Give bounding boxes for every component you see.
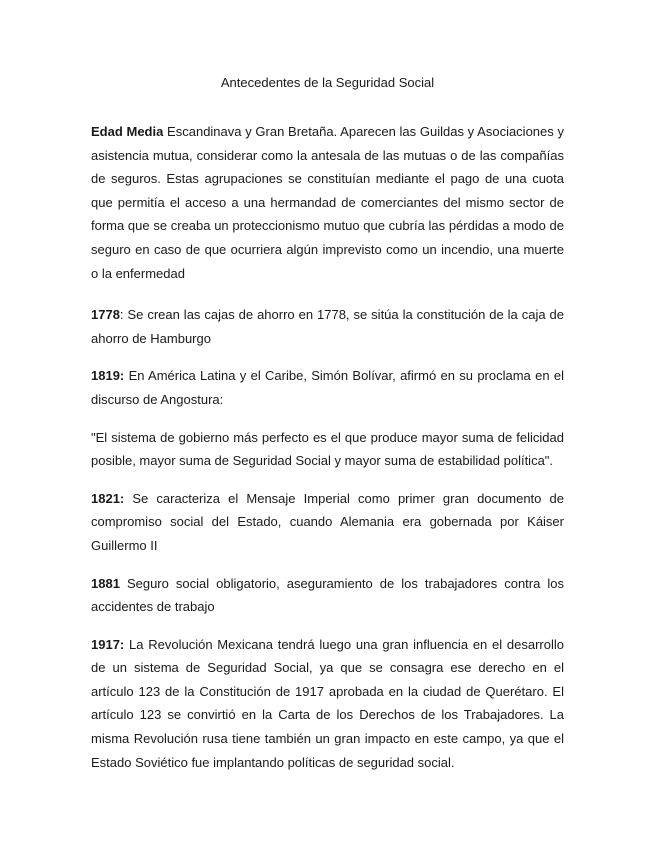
paragraph-lead: Edad Media <box>91 124 164 139</box>
paragraph-text: Seguro social obligatorio, aseguramiento de los trabajadores contra los accidentes de trabajo <box>91 575 564 615</box>
paragraph-bolivar-quote <box>91 426 564 473</box>
paragraph-1819 <box>91 364 564 411</box>
paragraph-lead: 1819: <box>91 368 125 384</box>
paragraph-text: Escandinava y Gran Bretaña. Aparecen las Guildas y Asociaciones y asistencia mutua, considerar como la antesala de las mutuas o de las compañías de seguros. Estas agrupaciones se constituían mediante el pago de una cuota que permitía el acceso a una hermandad de comerciantes del mismo sector de forma que se creaba un proteccionismo mutuo que cubría las pérdidas a modo de seguro en caso de que ocurriera algún imprevisto como un incendio, una muerte o la enfermedad <box>91 124 564 281</box>
quote-text: "El sistema de gobierno más perfecto es el que produce mayor suma de felicidad posible, mayor suma de Seguridad Social y mayor suma de estabilidad política". <box>91 429 564 469</box>
paragraph-lead: 1917: <box>91 636 125 652</box>
paragraph-1881 <box>91 572 564 619</box>
paragraph-lead: 1778 <box>91 307 120 323</box>
paragraph-edad-media <box>91 120 564 285</box>
paragraph-lead: 1821: <box>91 490 125 506</box>
paragraph-1821 <box>91 487 564 558</box>
paragraph-text: La Revolución Mexicana tendrá luego una gran influencia en el desarrollo de un sistema de Seguridad Social, ya que se consagra ese derecho en el artículo 123 de la Constitución de 1917 aprobada en la ciudad de Querétaro. El artículo 123 se convirtió en la Carta de los Derechos de los Trabajadores. La misma Revolución rusa tiene también un gran impacto en este campo, ya que el Estado Soviético fue implantando políticas de seguridad social. <box>91 636 564 770</box>
paragraph-lead: 1881 <box>91 575 120 591</box>
paragraph-1778 <box>91 303 564 350</box>
paragraph-text: : Se crean las cajas de ahorro en 1778, se sitúa la constitución de la caja de ahorro de Hamburgo <box>91 307 564 346</box>
paragraph-1917 <box>91 633 564 775</box>
paragraph-text: En América Latina y el Caribe, Simón Bolívar, afirmó en su proclama en el discurso de Angostura: <box>91 368 564 407</box>
document-body <box>91 120 564 774</box>
document-title: Antecedentes de la Seguridad Social <box>220 75 435 90</box>
paragraph-text: Se caracteriza el Mensaje Imperial como primer gran documento de compromiso social del Estado, cuando Alemania era gobernada por Káiser Guillermo II <box>91 490 564 553</box>
